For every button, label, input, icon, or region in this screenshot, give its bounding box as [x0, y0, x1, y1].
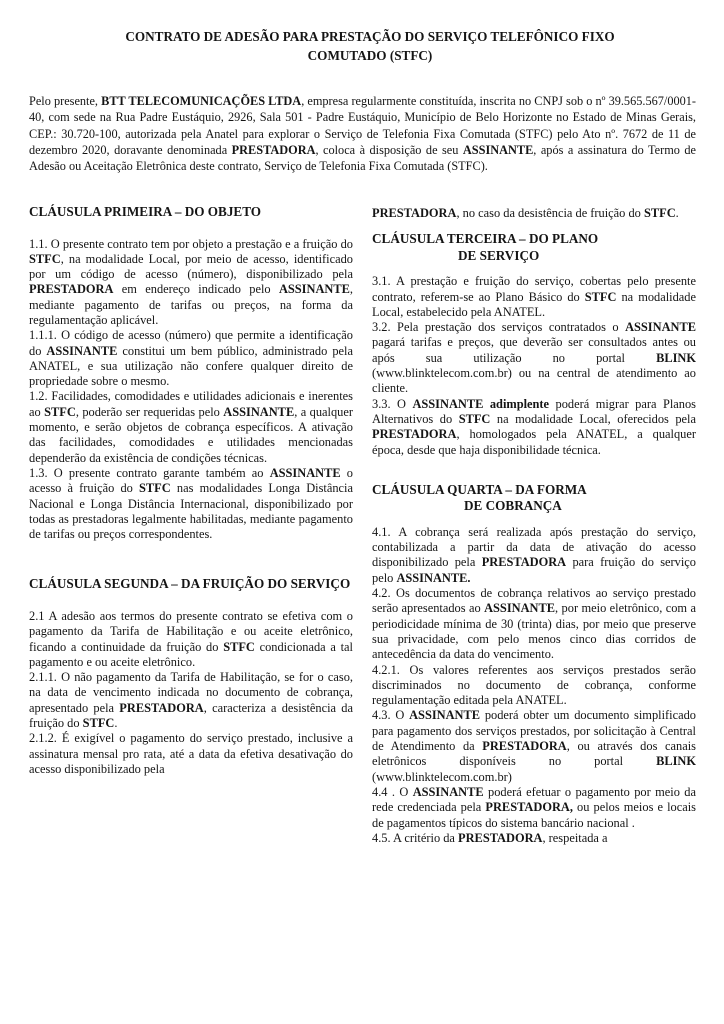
clause-3-heading: CLÁUSULA TERCEIRA – DO PLANO DE SERVIÇO — [372, 231, 599, 263]
title-line-1: CONTRATO DE ADESÃO PARA PRESTAÇÃO DO SERVIÇO TELEFÔNICO FIXO — [125, 29, 615, 44]
clause-1-1-1: 1.1.1. O código de acesso (número) que permite a identificação do ASSINANTE constitui um bem público, administrado pela ANATEL, e sua utilização não confere qualquer direito de propriedade sobre o mesmo. — [29, 328, 353, 389]
clause-3-2: 3.2. Pela prestação dos serviços contratados o ASSINANTE pagará tarifas e preços, que deverão ser consultados antes ou após sua utilização no portal BLINK (www.blinktelecom.com.br) ou na central de atendimento ao cliente. — [372, 320, 696, 396]
intro-paragraph: Pelo presente, BTT TELECOMUNICAÇÕES LTDA, empresa regularmente constituída, inscrita no CNPJ sob o nº 39.565.567/0001-40, com sede na Rua Padre Eustáquio, 2926, Sala 501 - Padre Eustáquio, Município de Belo Horizonte no Estado de Minas Gerais, CEP.: 30.720-100, autorizada pela Anatel para explorar o Serviço de Telefonia Fixa Comutada (STFC) pelo Ato nº. 7672 de 11 de dezembro 2020, doravante denominada PRESTADORA, coloca à disposição de seu ASSINANTE, após a assinatura do Termo de Adesão ou Aceitação Eletrônica deste contrato, Serviço de Telefonia Fixa Comutada (STFC). — [29, 94, 697, 174]
clause-1-2: 1.2. Facilidades, comodidades e utilidades adicionais e inerentes ao STFC, poderão ser requeridas pelo ASSINANTE, a qualquer momento, e serão objetos de cobrança específicos. A ativação das facilidades, comodidades e utilidades mencionadas dependerão da existência de condições técnicas. — [29, 389, 353, 465]
right-column — [372, 206, 696, 846]
clause-1-heading: CLÁUSULA PRIMEIRA – DO OBJETO — [29, 204, 262, 219]
clause-2-1-2: 2.1.2. É exigível o pagamento do serviço prestado, inclusive a assinatura mensal pro rata, até a data da efetiva desativação do acesso disponibilizado pela — [29, 731, 353, 776]
document-title — [50, 27, 690, 65]
clause-4-3: 4.3. O ASSINANTE poderá obter um documento simplificado para pagamento dos serviços prestados, por solicitação à Central de Atendimento da PRESTADORA, ou através dos canais eletrônicos disponíveis no portal BLINK (www.blinktelecom.com.br) — [372, 708, 696, 784]
clause-3-1: 3.1. A prestação e fruição do serviço, cobertas pelo presente contrato, referem-se ao Plano Básico do STFC na modalidade Local, estabelecido pela ANATEL. — [372, 274, 696, 319]
company-name: BTT TELECOMUNICAÇÕES LTDA — [101, 94, 302, 108]
clause-3-3: 3.3. O ASSINANTE adimplente poderá migrar para Planos Alternativos do STFC na modalidade Local, oferecidos pela PRESTADORA, homologados pela ANATEL, a qualquer época, desde que haja disponibilidade técnica. — [372, 396, 697, 457]
clause-1-3: 1.3. O presente contrato garante também ao ASSINANTE o acesso à fruição do STFC nas modalidades Longa Distância Nacional e Longa Distância Internacional, disponibilizado por todas as prestadoras legalmente habilitadas, mediante pagamento de tarifas ou preços correspondentes. — [29, 465, 353, 542]
clause-4-5: 4.5. A critério da PRESTADORA, respeitada a — [372, 830, 608, 845]
clause-2-heading: CLÁUSULA SEGUNDA – DA FRUIÇÃO DO SERVIÇO — [29, 576, 351, 592]
clause-2-1-1: 2.1.1. O não pagamento da Tarifa de Habilitação, se for o caso, na data de vencimento indicada no documento de cobrança, apresentado pela PRESTADORA, caracteriza a desistência da fruição do STFC. — [29, 670, 353, 731]
clause-4-4: 4.4 . O ASSINANTE poderá efetuar o pagamento por meio da rede credenciada pela PRESTADORA, ou pelos meios e locais de pagamentos típicos do sistema bancário nacional . — [372, 784, 697, 830]
clause-1-1: 1.1. O presente contrato tem por objeto a prestação e a fruição do STFC, na modalidade Local, por meio de acesso, identificado por um código de acesso (número), disponibilizado pela PRESTADORA em endereço indicado pelo ASSINANTE, mediante pagamento de tarifas ou preços, na forma da regulamentação aplicável. — [29, 236, 353, 327]
clause-4-2: 4.2. Os documentos de cobrança relativos ao serviço prestado serão apresentados ao ASSINANTE, por meio eletrônico, com a periodicidade mínima de 30 (trinta) dias, por meio que preserve sua privacidade, com pelo menos cinco dias corridos de antecedência da data do vencimento. — [372, 586, 696, 662]
clause-4-heading: CLÁUSULA QUARTA – DA FORMA DE COBRANÇA — [372, 481, 587, 514]
left-column — [29, 204, 353, 777]
clause-2-1-2-continued: PRESTADORA, no caso da desistência de fruição do STFC. — [372, 206, 679, 220]
clause-4-2-1: 4.2.1. Os valores referentes aos serviços prestados serão discriminados no documento de cobrança, conforme regulamentação editada pela ANATEL. — [372, 662, 696, 708]
clause-2-1: 2.1 A adesão aos termos do presente contrato se efetiva com o pagamento da Tarifa de Habilitação e ou aceite eletrônico, ficando a continuidade da fruição do STFC condicionada a tal pagamento e ou aceite eletrônico. — [29, 608, 353, 669]
title-line-2: COMUTADO (STFC) — [307, 48, 433, 63]
clause-4-1: 4.1. A cobrança será realizada após prestação do serviço, contabilizada a partir da data de ativação do acesso disponibilizado pela PRESTADORA para fruição do serviço pelo ASSINANTE. — [372, 524, 697, 585]
